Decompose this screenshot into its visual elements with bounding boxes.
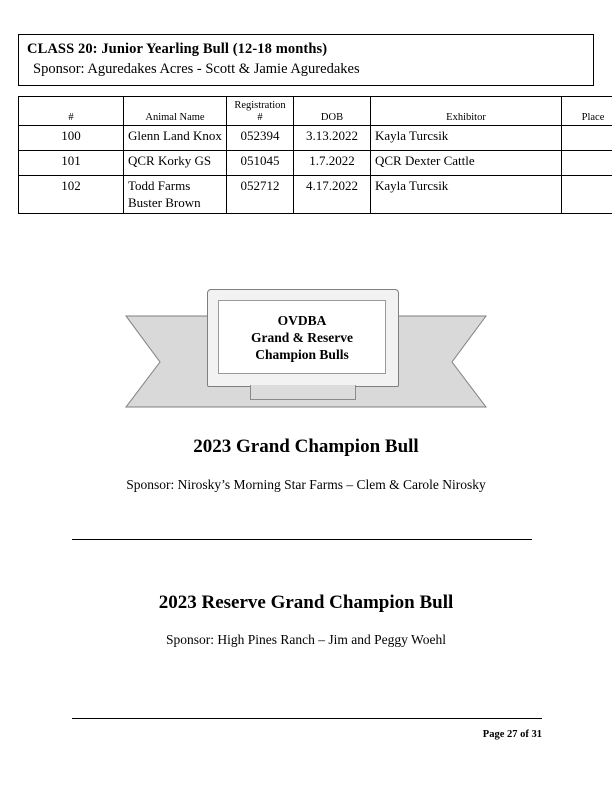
plaque-frame [207,289,399,387]
cell-place [562,151,612,176]
column-header-registration-line1: Registration [234,100,286,111]
column-header-number: # [19,97,124,126]
cell-registration: 051045 [227,151,294,176]
cell-number: 102 [19,176,124,214]
table-row [19,126,612,151]
grand-champion-title: 2023 Grand Champion Bull [193,436,419,457]
table-body [19,126,612,214]
reserve-champion-title: 2023 Reserve Grand Champion Bull [158,592,454,613]
cell-exhibitor: QCR Dexter Cattle [371,151,562,176]
signature-rule-reserve [72,718,542,719]
column-header-registration-line2: # [257,111,263,123]
signature-rule-grand [72,539,532,540]
reserve-champion-sponsor: Sponsor: High Pines Ranch – Jim and Peggy Woehl [166,632,446,647]
column-header-place: Place [562,97,612,126]
banner-line-3: Champion Bulls [255,346,349,362]
table-header [19,97,612,126]
cell-dob: 3.13.2022 [294,126,371,151]
plaque-text-area [218,300,386,374]
cell-animal-name: QCR Korky GS [124,151,227,176]
cell-dob: 1.7.2022 [294,151,371,176]
cell-registration: 052394 [227,126,294,151]
cell-place [562,176,612,214]
grand-champion-sponsor: Sponsor: Nirosky’s Morning Star Farms – Clem & Carole Nirosky [126,477,486,492]
table-row [19,151,612,176]
champion-banner-graphic [122,289,490,415]
cell-animal-name: Todd Farms Buster Brown [124,176,227,214]
class-title: CLASS 20: Junior Yearling Bull (12-18 months) [27,41,328,57]
column-header-registration [227,97,294,126]
class-header-box [18,34,594,86]
cell-exhibitor: Kayla Turcsik [371,126,562,151]
cell-exhibitor: Kayla Turcsik [371,176,562,214]
cell-registration: 052712 [227,176,294,214]
entries-table [18,96,612,214]
cell-animal-name: Glenn Land Knox [124,126,227,151]
cell-place [562,126,612,151]
plaque-base [250,385,356,400]
page-number-footer: Page 27 of 31 [482,729,542,740]
table-header-row [19,97,612,126]
column-header-animal-name: Animal Name [124,97,227,126]
cell-number: 101 [19,151,124,176]
banner-line-2: Grand & Reserve [251,329,353,345]
class-sponsor: Sponsor: Aguredakes Acres - Scott & Jamie Aguredakes [33,61,360,77]
banner-line-1: OVDBA [277,312,327,328]
column-header-exhibitor: Exhibitor [371,97,562,126]
cell-number: 100 [19,126,124,151]
table-row [19,176,612,214]
column-header-dob: DOB [294,97,371,126]
cell-dob: 4.17.2022 [294,176,371,214]
